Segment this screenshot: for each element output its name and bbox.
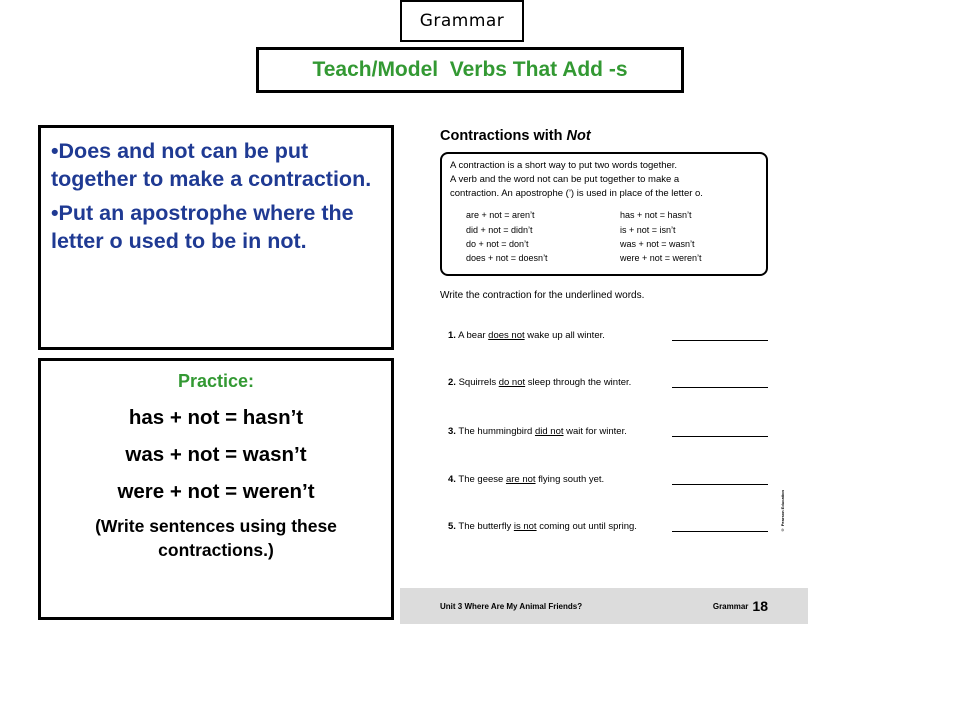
- copyright-text: © Pearson Education: [780, 490, 785, 533]
- example: are + not = aren’t: [466, 210, 535, 221]
- worksheet-image: [400, 120, 808, 624]
- worksheet-footer: [400, 588, 808, 624]
- footer-label: Grammar: [712, 601, 749, 611]
- practice-line-wasnt: was + not = wasn’t: [125, 443, 307, 466]
- practice-title: Practice:: [177, 371, 255, 391]
- answer-blank[interactable]: [672, 386, 768, 388]
- worksheet-heading: Contractions with Not: [440, 128, 591, 144]
- worksheet-item-3: 3. The hummingbird did not wait for winter.: [448, 426, 768, 437]
- worksheet-examples: [450, 208, 758, 266]
- answer-blank[interactable]: [672, 435, 768, 437]
- example: is + not = isn’t: [620, 224, 676, 235]
- example: does + not = doesn’t: [466, 253, 548, 264]
- example: do + not = don’t: [466, 239, 529, 250]
- answer-blank[interactable]: [672, 483, 768, 485]
- rule-line: contraction. An apostrophe (’) is used in place of the letter o.: [450, 187, 703, 199]
- examples-left-column: [450, 208, 604, 266]
- examples-right-column: [604, 208, 758, 266]
- bullet-icon: •: [51, 200, 59, 225]
- rule-line: A contraction is a short way to put two words together.: [450, 160, 678, 171]
- page-number: 18: [752, 598, 768, 614]
- answer-blank[interactable]: [672, 339, 768, 341]
- answer-blank[interactable]: [672, 530, 768, 532]
- worksheet-item-5: 5. The butterfly is not coming out until spring.: [448, 521, 768, 532]
- worksheet-item-4: 4. The geese are not flying south yet.: [448, 474, 768, 485]
- practice-line-werent: were + not = weren’t: [117, 480, 315, 503]
- bullet-points-box: [38, 125, 394, 350]
- example: has + not = hasn’t: [620, 210, 692, 221]
- practice-note: (Write sentences using these contractions.): [95, 516, 337, 560]
- bullet-point-1: •Does and not can be put together to make a contraction.: [51, 139, 372, 191]
- rule-line: A verb and the word not can be put together to make a: [450, 173, 680, 185]
- worksheet-instruction: Write the contraction for the underlined words.: [440, 290, 645, 301]
- footer-unit: Unit 3 Where Are My Animal Friends?: [440, 601, 583, 611]
- practice-box: [38, 358, 394, 620]
- worksheet-item-2: 2. Squirrels do not sleep through the winter.: [448, 377, 768, 388]
- grammar-tag: Grammar: [400, 0, 524, 42]
- worksheet-item-1: 1. A bear does not wake up all winter.: [448, 330, 768, 341]
- practice-line-hasnt: has + not = hasn’t: [128, 406, 304, 429]
- example: was + not = wasn’t: [620, 239, 695, 250]
- example: did + not = didn’t: [466, 224, 533, 235]
- page-title: Teach/Model Verbs That Add -s: [256, 47, 684, 93]
- worksheet-rule-box: [440, 152, 768, 276]
- example: were + not = weren’t: [620, 253, 702, 264]
- bullet-icon: •: [51, 139, 59, 163]
- bullet-point-2: •Put an apostrophe where the letter o used to be in not.: [51, 200, 354, 253]
